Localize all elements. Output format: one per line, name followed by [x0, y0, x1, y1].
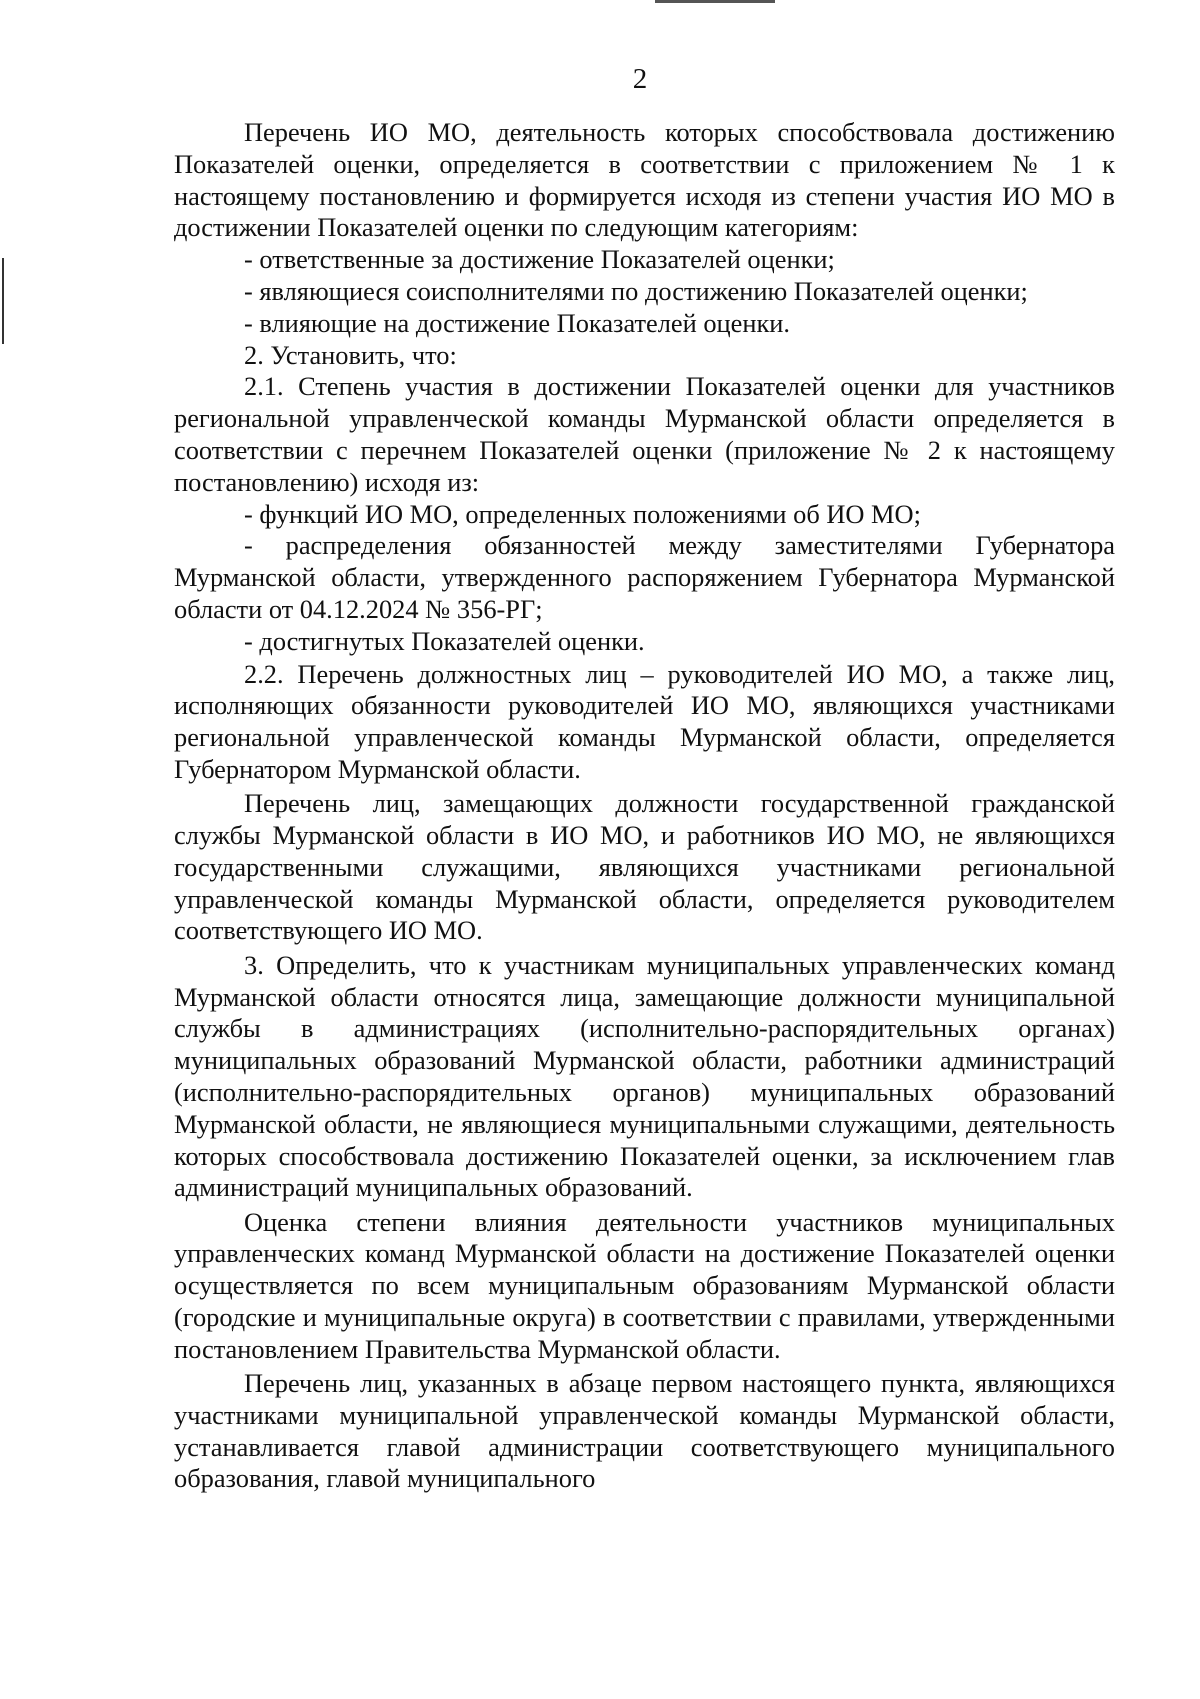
list-item: - являющиеся соисполнителями по достижению Показателей оценки;	[244, 275, 1028, 306]
list-item: - функций ИО МО, определенных положениями об ИО МО;	[244, 498, 921, 529]
paragraph: 2.2. Перечень должностных лиц – руководителей ИО МО, а также лиц, исполняющих обязанности руководителей ИО МО, являющихся участниками региональной управленческой команды Мурманской области, определяется Губернатором Мурманской области.	[174, 658, 1115, 784]
document-body	[174, 117, 1115, 1495]
paragraph: Перечень ИО МО, деятельность которых способствовала достижению Показателей оценки, определяется в соответствии с приложением № 1 к настоящему постановлению и формируется исходя из степени участия ИО МО в достижении Показателей оценки по следующим категориям:	[174, 117, 1115, 243]
paragraph: Оценка степени влияния деятельности участников муниципальных управленческих команд Мурманской области на достижение Показателей оценки осуществляется по всем муниципальным образованиям Мурманской области (городские и муниципальные округа) в соответствии с правилами, утвержденными постановлением Правительства Мурманской области.	[174, 1206, 1115, 1364]
top-edge-mark	[655, 0, 775, 3]
paragraph: Перечень лиц, замещающих должности государственной гражданской службы Мурманской области в ИО МО, и работников ИО МО, не являющихся государственными служащими, являющихся участниками региональной управленческой команды Мурманской области, определяется руководителем соответствующего ИО МО.	[174, 788, 1115, 946]
paragraph: 3. Определить, что к участникам муниципальных управленческих команд Мурманской области относятся лица, замещающие должности муниципальной службы в администрациях (исполнительно-распорядительных органах) муниципальных образований Мурманской области, работники администраций (исполнительно-распорядительных органов) муниципальных образований Мурманской области, не являющиеся муниципальными служащими, деятельность которых способствовала достижению Показателей оценки, за исключением глав администраций муниципальных образований.	[174, 949, 1115, 1203]
margin-line	[2, 258, 4, 344]
list-item: - достигнутых Показателей оценки.	[244, 625, 645, 656]
list-item: - распределения обязанностей между заместителями Губернатора Мурманской области, утвержденного распоряжением Губернатора Мурманской области от 04.12.2024 № 356-РГ;	[174, 530, 1115, 624]
paragraph: 2. Установить, что:	[244, 339, 457, 370]
list-item: - ответственные за достижение Показателей оценки;	[244, 244, 835, 275]
paragraph: Перечень лиц, указанных в абзаце первом настоящего пункта, являющихся участниками муниципальной управленческой команды Мурманской области, устанавливается главой администрации соответствующего муниципального образования, главой муниципального	[174, 1368, 1115, 1494]
paragraph: 2.1. Степень участия в достижении Показателей оценки для участников региональной управленческой команды Мурманской области определяется в соответствии с перечнем Показателей оценки (приложение № 2 к настоящему постановлению) исходя из:	[174, 371, 1115, 497]
list-item: - влияющие на достижение Показателей оценки.	[244, 307, 791, 338]
page-number: 2	[632, 63, 648, 95]
